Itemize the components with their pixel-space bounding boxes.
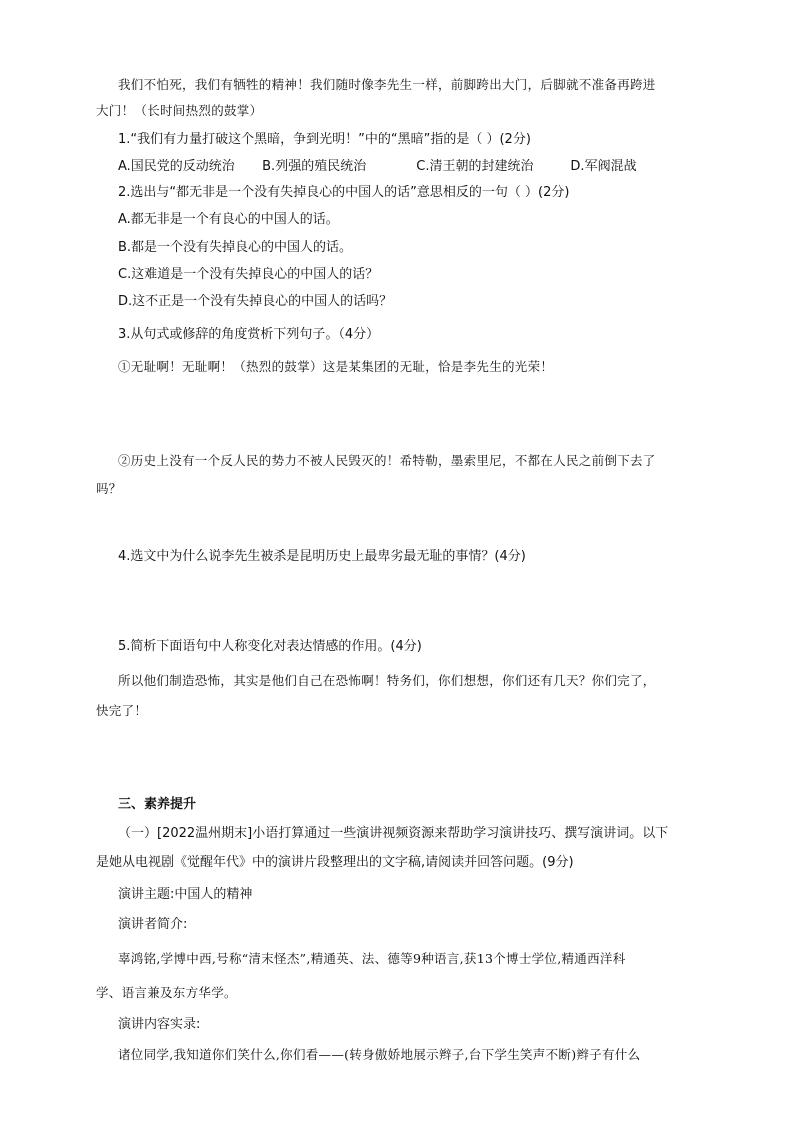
question-3-stem: 3.从句式或修辞的角度赏析下列句子。（4分）: [118, 327, 380, 342]
speech-theme: 演讲主题:中国人的精神: [118, 887, 253, 902]
section-3-heading: 三、素养提升: [118, 797, 197, 812]
q2-option-a: A.都无非是一个有良心的中国人的话。: [118, 212, 339, 227]
question-1-stem: 1.“我们有力量打破这个黑暗，争到光明！”中的“黑暗”指的是（ ）(2分): [118, 132, 531, 147]
section-3-intro-line-1: （一）[2022温州期末]小语打算通过一些演讲视频资源来帮助学习演讲技巧、撰写演讲词。以下: [118, 826, 669, 841]
speaker-bio-line-2: 学、语言兼及东方华学。: [96, 985, 237, 1000]
speech-content-line-1: 诸位同学,我知道你们笑什么,你们看——(转身傲娇地展示辫子,台下学生笑声不断)辫子有什么: [118, 1047, 641, 1062]
q3-sentence-2-line-1: ②历史上没有一个反人民的势力不被人民毁灭的！希特勒，墨索里尼，不都在人民之前倒下去了: [118, 453, 656, 468]
section-3-intro-line-2: 是她从电视剧《觉醒年代》中的演讲片段整理出的文字稿,请阅读并回答问题。(9分): [96, 855, 574, 870]
speaker-bio-line-1: 辜鸿铭,学博中西,号称“清末怪杰”,精通英、法、德等9种语言,获13个博士学位,精通西洋科: [118, 951, 626, 966]
q3-sentence-1: ①无耻啊！无耻啊！（热烈的鼓掌）这是某集团的无耻，恰是李先生的光荣！: [118, 359, 554, 374]
q5-quote-line-1: 所以他们制造恐怖，其实是他们自己在恐怖啊！特务们，你们想想，你们还有几天？你们完了，: [118, 673, 656, 688]
speech-content-label: 演讲内容实录:: [118, 1017, 201, 1032]
question-5-stem: 5.简析下面语句中人称变化对表达情感的作用。(4分): [118, 639, 422, 654]
q2-option-d: D.这不正是一个没有失掉良心的中国人的话吗？: [118, 294, 393, 309]
question-2-stem: 2.选出与“都无非是一个没有失掉良心的中国人的话”意思相反的一句（ ）(2分): [118, 185, 570, 200]
speaker-bio-label: 演讲者简介:: [118, 917, 188, 932]
question-1-options: [118, 158, 637, 176]
passage-line-1: 我们不怕死，我们有牺牲的精神！我们随时像李先生一样，前脚跨出大门，后脚就不准备再跨进: [118, 77, 656, 92]
q2-option-b: B.都是一个没有失掉良心的中国人的话。: [118, 240, 353, 255]
q1-option-a: A.国民党的反动统治: [118, 159, 235, 174]
q1-option-b: B.列强的殖民统治: [262, 159, 367, 174]
passage-line-2: 大门！（长时间热烈的鼓掌）: [96, 103, 263, 118]
q5-quote-line-2: 快完了！: [96, 703, 148, 718]
q1-option-d: D.军阀混战: [570, 159, 637, 174]
q1-option-c: C.清王朝的封建统治: [416, 159, 534, 174]
question-4-stem: 4.选文中为什么说李先生被杀是昆明历史上最卑劣最无耻的事情？(4分): [118, 549, 526, 564]
q3-sentence-2-line-2: 吗？: [96, 481, 122, 496]
q2-option-c: C.这难道是一个没有失掉良心的中国人的话？: [118, 267, 379, 282]
